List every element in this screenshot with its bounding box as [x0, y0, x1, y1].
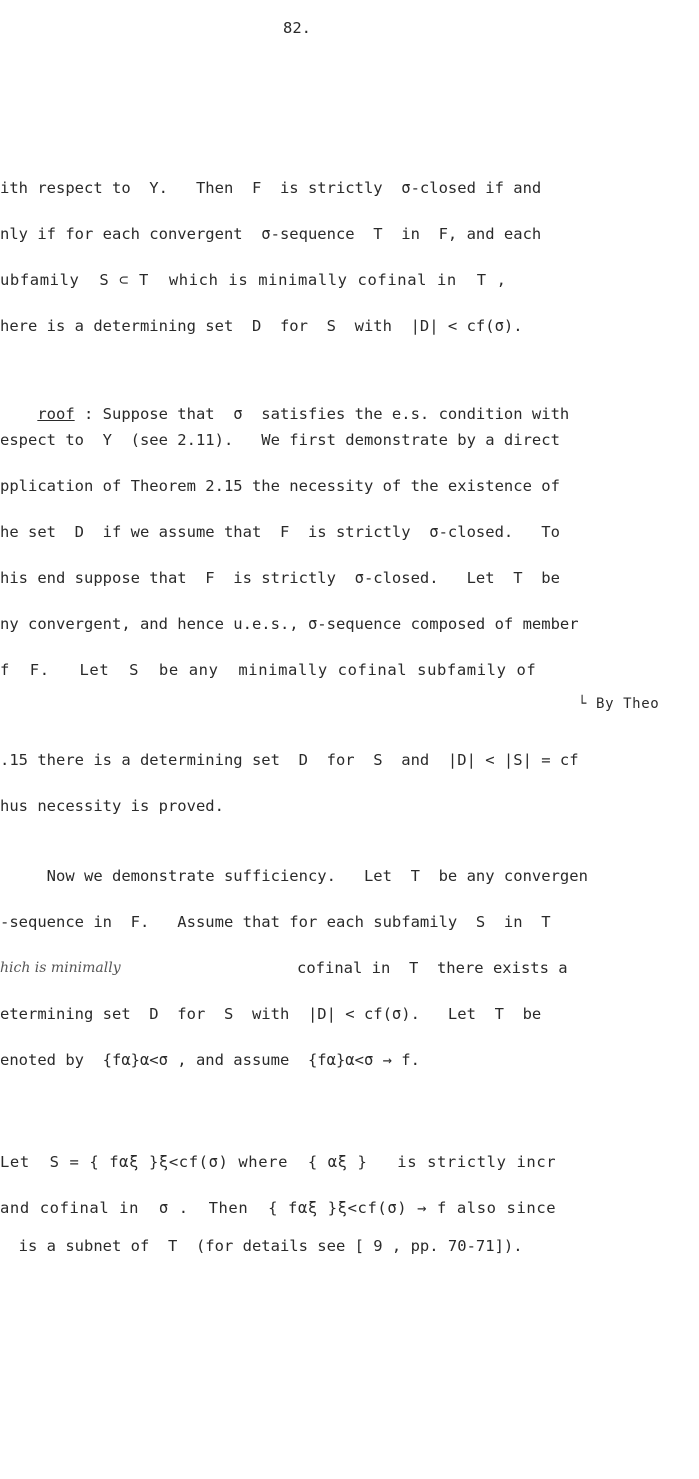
paragraph-2-line-1: espect to Y (see 2.11). We first demonstrate by a direct — [0, 431, 560, 449]
paragraph-1-line-1: ith respect to Y. Then F is strictly σ-closed if and — [0, 179, 542, 197]
handwritten-insert: hich is minimally — [0, 960, 121, 976]
paragraph-1-line-3: ubfamily S ⊂ T which is minimally cofinal in T , — [0, 271, 507, 289]
paragraph-4-line-2: and cofinal in σ . Then { fαξ }ξ<cf(σ) → f also since — [0, 1199, 557, 1217]
paragraph-3-line-1: Now we demonstrate sufficiency. Let T be any convergen — [0, 867, 588, 885]
paragraph-3-line-2: -sequence in F. Assume that for each subfamily S in T — [0, 913, 551, 931]
paragraph-1-line-4: here is a determining set D for S with |D| < cf(σ). — [0, 317, 523, 335]
proof-label: roof — [37, 405, 75, 423]
page-number: 82. — [283, 19, 311, 37]
paragraph-2-line-6: f F. Let S be any minimally cofinal subfamily of — [0, 661, 537, 679]
paragraph-3-line-4: etermining set D for S with |D| < cf(σ). Let T be — [0, 1005, 542, 1023]
paragraph-2-line-7: .15 there is a determining set D for S and |D| < |S| = cf — [0, 751, 579, 769]
paragraph-2-line-4: his end suppose that F is strictly σ-closed. Let T be — [0, 569, 560, 587]
paragraph-2-line-8: hus necessity is proved. — [0, 797, 224, 815]
paragraph-1-line-2: nly if for each convergent σ-sequence T in F, and each — [0, 225, 542, 243]
paragraph-4-line-1: Let S = { fαξ }ξ<cf(σ) where { αξ } is strictly incr — [0, 1153, 557, 1171]
paragraph-4-line-3: is a subnet of T (for details see [ 9 , pp. 70-71]). — [0, 1237, 523, 1255]
paragraph-3-line-3: cofinal in T there exists a — [297, 959, 568, 977]
paragraph-2-line-3: he set D if we assume that F is strictly σ-closed. To — [0, 523, 560, 541]
margin-insert: └ By Theo — [578, 696, 660, 712]
paragraph-2-line-5: ny convergent, and hence u.e.s., σ-sequence composed of member — [0, 615, 579, 633]
paragraph-2-line-2: pplication of Theorem 2.15 the necessity of the existence of — [0, 477, 560, 495]
proof-first-line: : Suppose that σ satisfies the e.s. condition with — [74, 405, 570, 423]
paragraph-3-line-5: enoted by {fα}α<σ , and assume {fα}α<σ → f. — [0, 1051, 420, 1069]
